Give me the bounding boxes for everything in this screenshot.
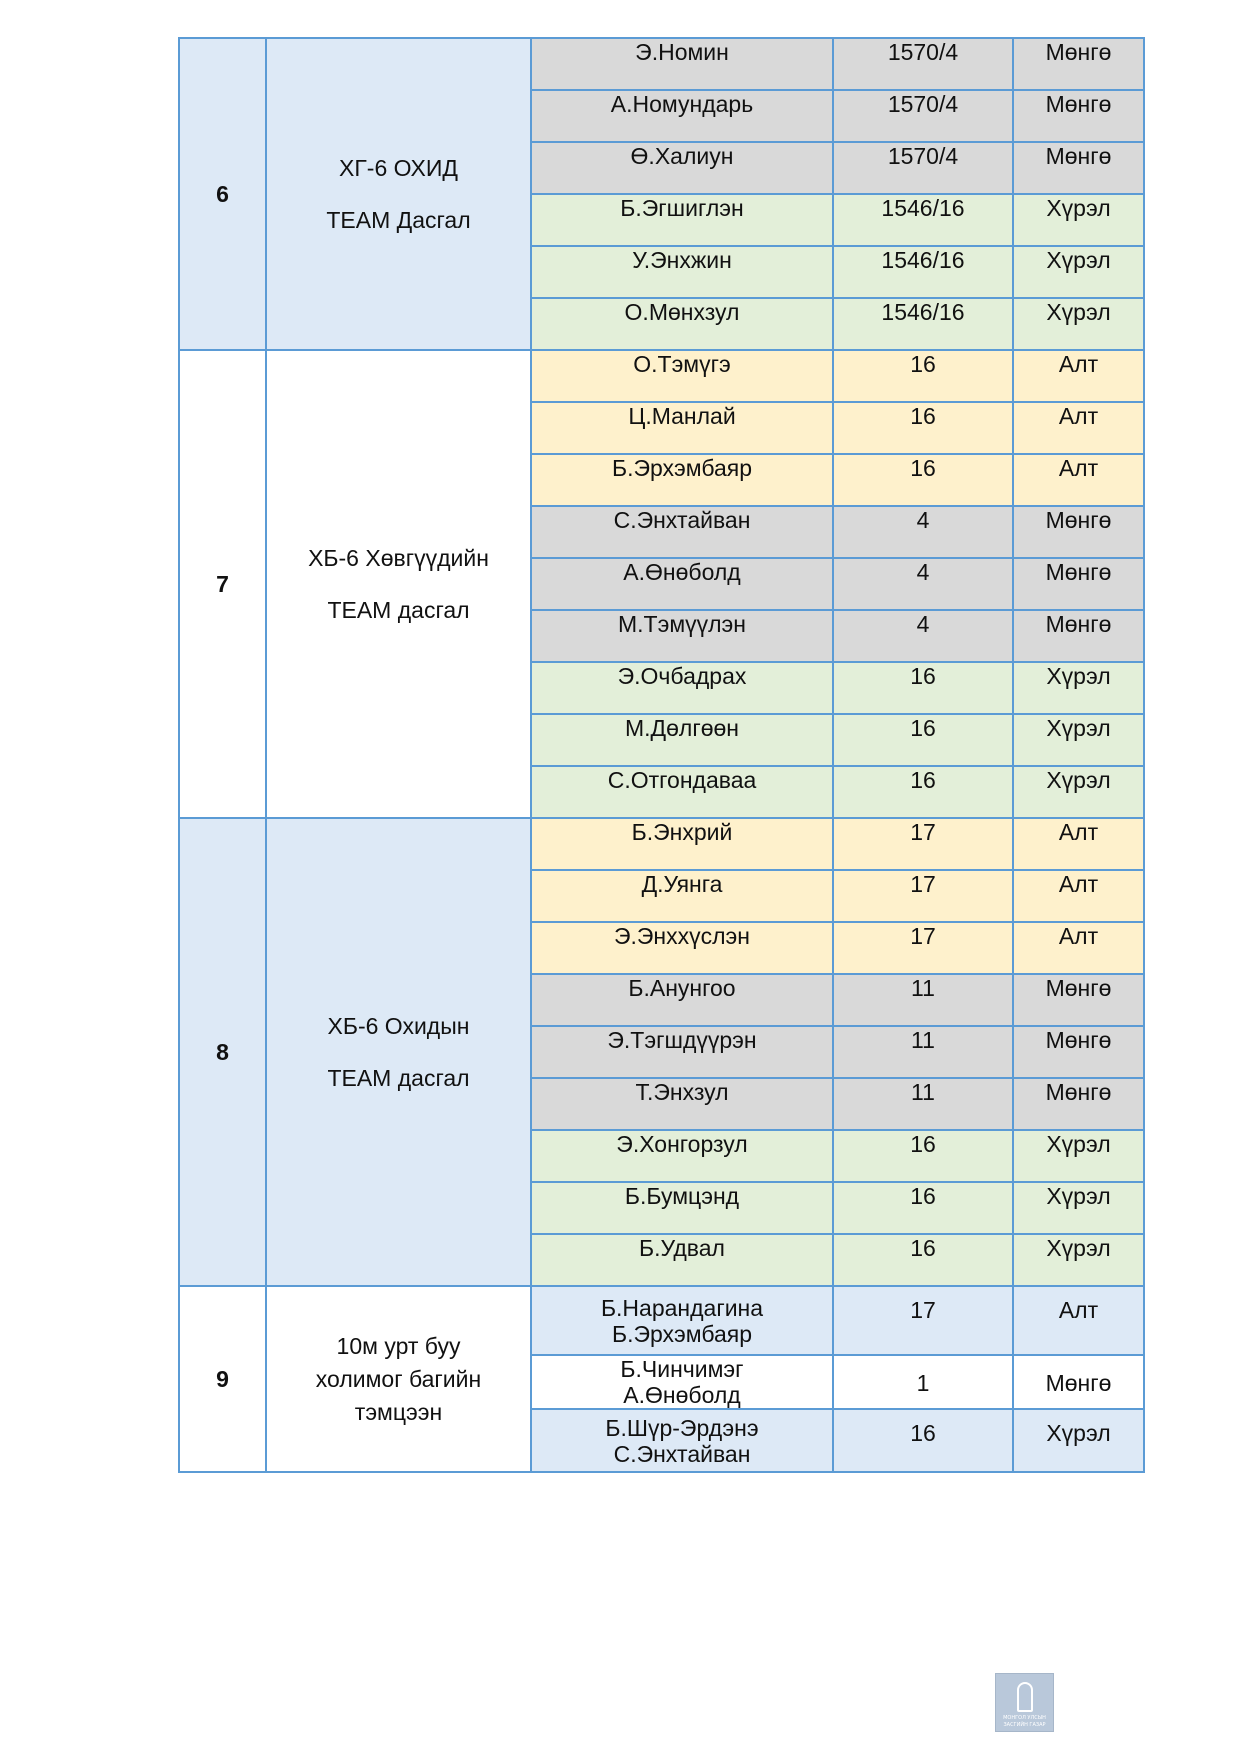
athlete-name: М.Тэмүүлэн <box>531 610 833 662</box>
results-body <box>179 38 1144 1472</box>
athlete-name <box>531 1286 833 1355</box>
score-cell: 17 <box>833 870 1013 922</box>
medal-cell: Мөнгө <box>1013 974 1144 1026</box>
score-cell: 17 <box>833 922 1013 974</box>
athlete-name: Б.Анунгоо <box>531 974 833 1026</box>
athlete-name: Ө.Халиун <box>531 142 833 194</box>
medal-cell: Алт <box>1013 922 1144 974</box>
score-cell: 1546/16 <box>833 246 1013 298</box>
athlete-name: Э.Хонгорзул <box>531 1130 833 1182</box>
score-cell: 16 <box>833 662 1013 714</box>
score-cell: 16 <box>833 454 1013 506</box>
athlete-name: Э.Очбадрах <box>531 662 833 714</box>
medal-cell: Хүрэл <box>1013 194 1144 246</box>
medal-cell: Хүрэл <box>1013 1409 1144 1472</box>
event-name-line: TEAM Дасгал <box>326 207 471 233</box>
event-name-line: TEAM дасгал <box>327 1065 470 1091</box>
medal-cell: Хүрэл <box>1013 714 1144 766</box>
score-cell: 16 <box>833 1130 1013 1182</box>
medal-cell: Мөнгө <box>1013 506 1144 558</box>
athlete-name: М.Дөлгөөн <box>531 714 833 766</box>
athlete-name: Б.Эрхэмбаяр <box>531 454 833 506</box>
score-cell: 1570/4 <box>833 38 1013 90</box>
event-name <box>266 38 531 350</box>
athlete-name-line: С.Энхтайван <box>613 1440 751 1467</box>
score-cell: 4 <box>833 558 1013 610</box>
group-number: 6 <box>179 38 266 350</box>
score-cell: 1546/16 <box>833 194 1013 246</box>
medal-cell: Мөнгө <box>1013 1355 1144 1409</box>
score-cell: 1 <box>833 1355 1013 1409</box>
score-cell: 16 <box>833 1182 1013 1234</box>
athlete-name: О.Мөнхзул <box>531 298 833 350</box>
athlete-name: Э.Энххүслэн <box>531 922 833 974</box>
athlete-name-line: Б.Чинчимэг <box>620 1356 744 1382</box>
medal-cell: Алт <box>1013 1286 1144 1355</box>
medal-cell: Алт <box>1013 402 1144 454</box>
emblem-caption <box>998 1715 1051 1729</box>
medal-cell: Алт <box>1013 454 1144 506</box>
score-cell: 17 <box>833 818 1013 870</box>
athlete-name: Б.Эгшиглэн <box>531 194 833 246</box>
event-name-line: тэмцээн <box>354 1398 443 1425</box>
medal-cell: Мөнгө <box>1013 90 1144 142</box>
athlete-name: Э.Тэгшдүүрэн <box>531 1026 833 1078</box>
medal-cell: Хүрэл <box>1013 662 1144 714</box>
athlete-name <box>531 1355 833 1409</box>
emblem-caption-line: ЗАСГИЙН ГАЗАР <box>1003 1722 1046 1728</box>
athlete-name: У.Энхжин <box>531 246 833 298</box>
score-cell: 16 <box>833 766 1013 818</box>
soyombo-icon <box>1017 1682 1033 1712</box>
medal-cell: Хүрэл <box>1013 1130 1144 1182</box>
event-name <box>266 1286 531 1472</box>
medal-cell: Хүрэл <box>1013 298 1144 350</box>
athlete-name: С.Энхтайван <box>531 506 833 558</box>
score-cell: 11 <box>833 974 1013 1026</box>
medal-cell: Хүрэл <box>1013 766 1144 818</box>
score-cell: 1570/4 <box>833 90 1013 142</box>
group-number: 8 <box>179 818 266 1286</box>
athlete-name: Ц.Манлай <box>531 402 833 454</box>
event-name <box>266 350 531 818</box>
event-name-line: 10м урт буу <box>336 1332 461 1359</box>
event-name-line: ХГ-6 ОХИД <box>339 155 458 181</box>
athlete-name: Д.Уянга <box>531 870 833 922</box>
medal-cell: Хүрэл <box>1013 1182 1144 1234</box>
event-name-line: холимог багийн <box>315 1365 482 1392</box>
athlete-name: О.Тэмүгэ <box>531 350 833 402</box>
score-cell: 11 <box>833 1078 1013 1130</box>
medal-cell: Мөнгө <box>1013 1026 1144 1078</box>
athlete-name: Б.Бумцэнд <box>531 1182 833 1234</box>
athlete-name: С.Отгондаваа <box>531 766 833 818</box>
athlete-name-line: Б.Нарандагина <box>600 1294 764 1321</box>
event-name-line: ХБ-6 Охидын <box>327 1013 470 1039</box>
event-name <box>266 818 531 1286</box>
athlete-name-line: А.Өнөболд <box>623 1382 741 1408</box>
score-cell: 4 <box>833 506 1013 558</box>
score-cell: 4 <box>833 610 1013 662</box>
athlete-name-line: Б.Эрхэмбаяр <box>611 1320 753 1347</box>
group-number: 9 <box>179 1286 266 1472</box>
government-emblem <box>995 1673 1054 1732</box>
score-cell: 16 <box>833 402 1013 454</box>
table-row <box>179 38 1144 90</box>
medal-cell: Мөнгө <box>1013 1078 1144 1130</box>
medal-cell: Мөнгө <box>1013 558 1144 610</box>
emblem-caption-line: МОНГОЛ УЛСЫН <box>1003 1715 1046 1721</box>
medal-cell: Мөнгө <box>1013 610 1144 662</box>
medal-cell: Алт <box>1013 870 1144 922</box>
medal-cell: Мөнгө <box>1013 142 1144 194</box>
score-cell: 16 <box>833 350 1013 402</box>
athlete-name: А.Номундарь <box>531 90 833 142</box>
score-cell: 17 <box>833 1286 1013 1355</box>
table-row <box>179 818 1144 870</box>
medal-cell: Алт <box>1013 350 1144 402</box>
table-row <box>179 1286 1144 1355</box>
score-cell: 1570/4 <box>833 142 1013 194</box>
event-name-line: TEAM дасгал <box>327 597 470 623</box>
athlete-name: А.Өнөболд <box>531 558 833 610</box>
score-cell: 11 <box>833 1026 1013 1078</box>
athlete-name-line: Б.Шүр-Эрдэнэ <box>605 1414 759 1441</box>
event-name-line: ХБ-6 Хөвгүүдийн <box>308 545 489 571</box>
score-cell: 16 <box>833 1234 1013 1286</box>
results-table <box>178 37 1145 1473</box>
score-cell: 1546/16 <box>833 298 1013 350</box>
athlete-name: Т.Энхзул <box>531 1078 833 1130</box>
table-row <box>179 350 1144 402</box>
score-cell: 16 <box>833 1409 1013 1472</box>
medal-cell: Алт <box>1013 818 1144 870</box>
athlete-name <box>531 1409 833 1472</box>
score-cell: 16 <box>833 714 1013 766</box>
athlete-name: Б.Удвал <box>531 1234 833 1286</box>
medal-cell: Хүрэл <box>1013 1234 1144 1286</box>
athlete-name: Э.Номин <box>531 38 833 90</box>
group-number: 7 <box>179 350 266 818</box>
medal-cell: Мөнгө <box>1013 38 1144 90</box>
medal-cell: Хүрэл <box>1013 246 1144 298</box>
athlete-name: Б.Энхрий <box>531 818 833 870</box>
